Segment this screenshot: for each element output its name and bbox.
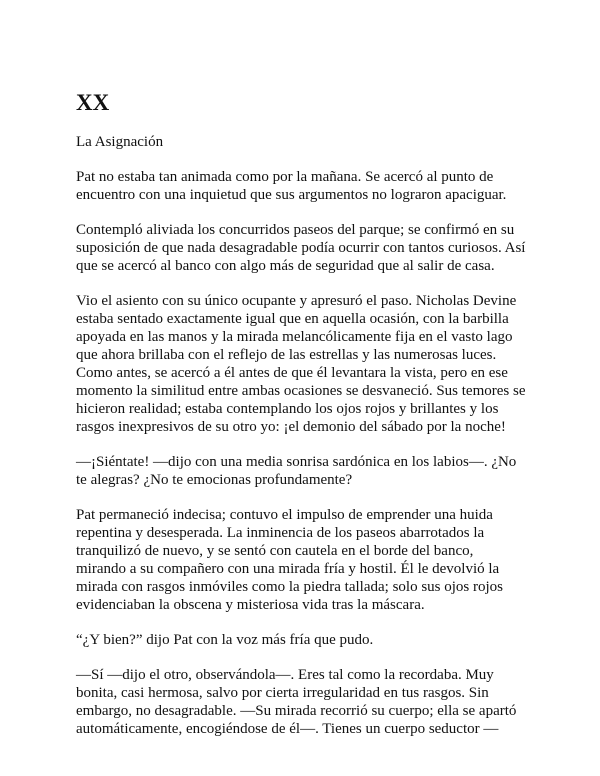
paragraph: “¿Y bien?” dijo Pat con la voz más fría que pudo.: [76, 632, 374, 648]
paragraph: Pat permaneció indecisa; contuvo el impulso de emprender una huida repentina y desesperada. La inminencia de los paseos abarrotados la tranquilizó de nuevo, y se sentó con cautela en el borde del banco, mirando a su compañero con una mirada fría y hostil. Él le devolvió la mirada con rasgos inmóviles como la piedra tallada; solo sus ojos rojos evidenciaban la obscena y misteriosa vida tras la máscara.: [76, 507, 504, 613]
paragraph: Pat no estaba tan animada como por la mañana. Se acercó al punto de encuentro con una inquietud que sus argumentos no lograron apaciguar.: [76, 169, 507, 203]
paragraph: Contempló aliviada los concurridos paseos del parque; se confirmó en su suposición de que nada desagradable podía ocurrir con tantos curiosos. Así que se acercó al banco con algo más de seguridad que al salir de casa.: [76, 222, 526, 274]
paragraph: —¡Siéntate! —dijo con una media sonrisa sardónica en los labios—. ¿No te alegras? ¿No te emocionas profundamente?: [76, 454, 517, 488]
chapter-title: La Asignación: [76, 134, 164, 150]
book-page: [76, 90, 526, 755]
paragraph: Vio el asiento con su único ocupante y apresuró el paso. Nicholas Devine estaba sentado exactamente igual que en aquella ocasión, con la barbilla apoyada en las manos y la mirada melancólicamente fija en el vasto lago que ahora brillaba con el reflejo de las estrellas y las numerosas luces. Como antes, se acercó a él antes de que él levantara la vista, pero en ese momento la similitud entre ambas ocasiones se desvaneció. Sus temores se hicieron realidad; estaba contemplando los ojos rojos y brillantes y los rasgos inexpresivos de su otro yo: ¡el demonio del sábado por la noche!: [76, 293, 526, 435]
paragraph: —Sí —dijo el otro, observándola—. Eres tal como la recordaba. Muy bonita, casi hermosa, salvo por cierta irregularidad en tus rasgos. Sin embargo, no desagradable. —Su mirada recorrió su cuerpo; ella se apartó automáticamente, encogiéndose de él—. Tienes un cuerpo seductor —: [76, 667, 517, 737]
chapter-number: XX: [76, 90, 110, 115]
